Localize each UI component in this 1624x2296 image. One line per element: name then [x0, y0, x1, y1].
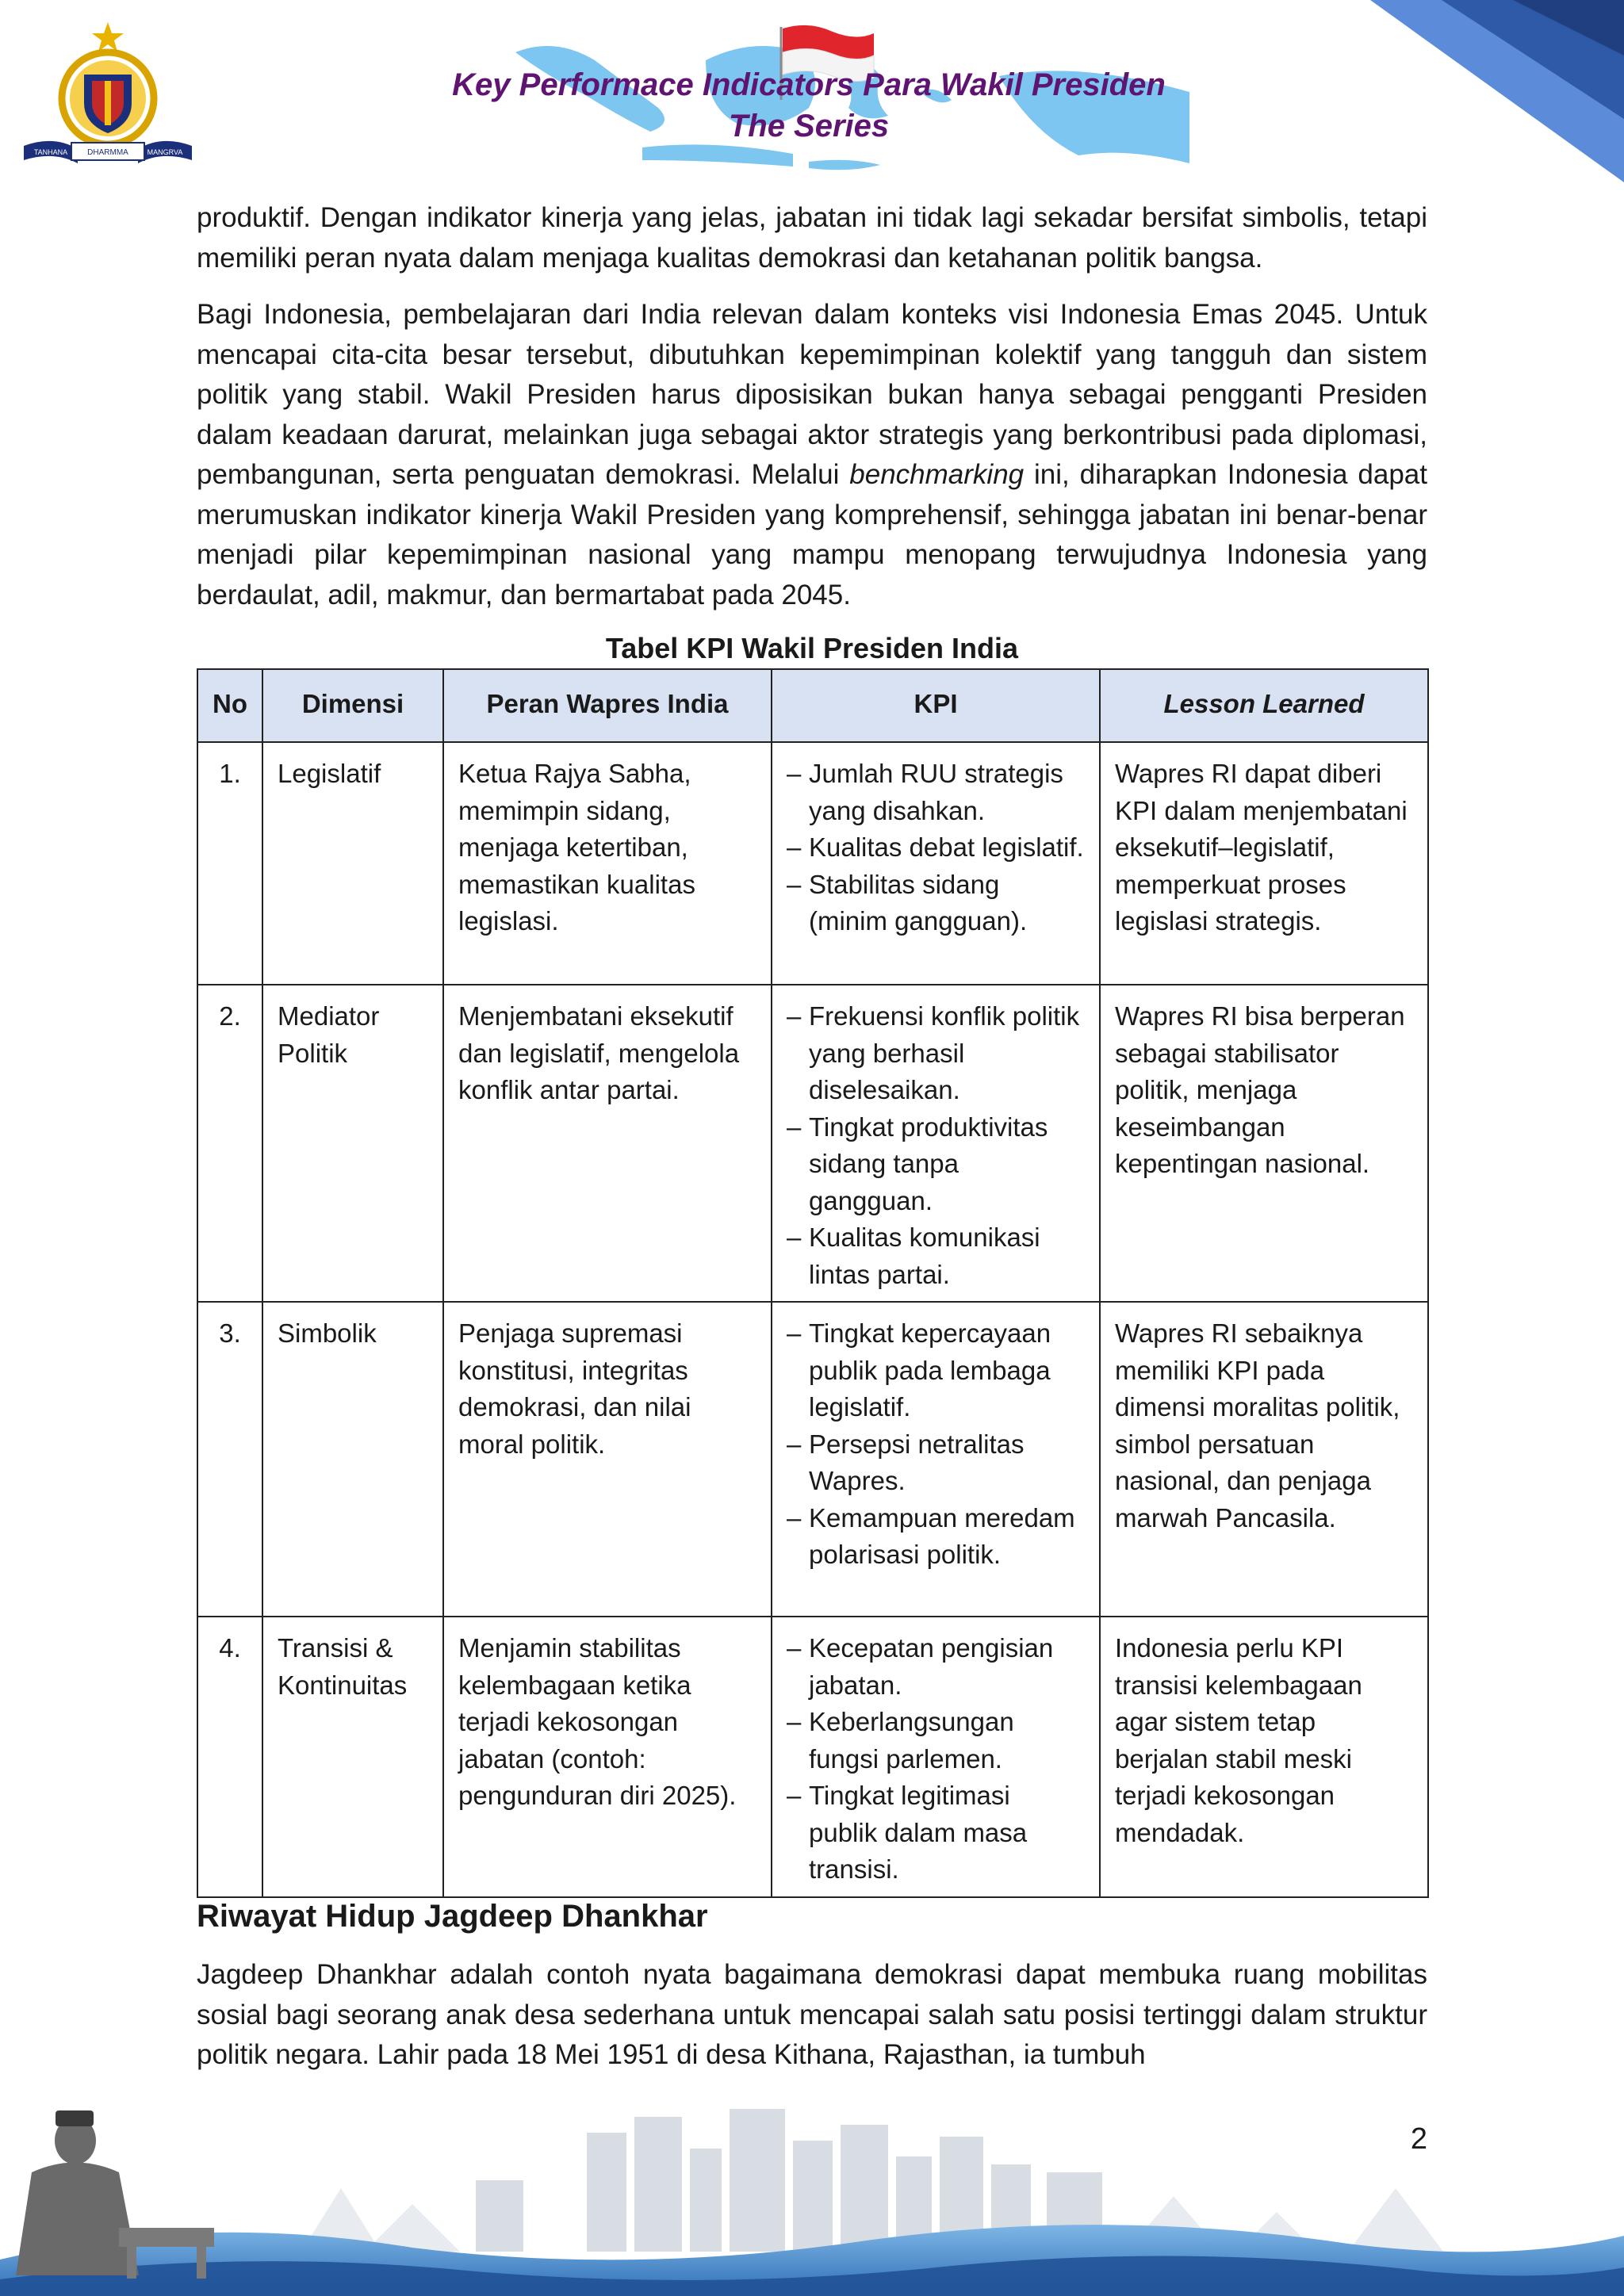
kpi-item: – Frekuensi konflik politik yang berhasil diselesaikan. — [787, 998, 1085, 1109]
paragraph-text: Bagi Indonesia, pembelajaran dari India relevan dalam konteks visi Indonesia Emas 2045. Untuk mencapai cita-cita besar tersebut, dibutuhkan kepemimpinan kolektif yang tangguh dan sistem politik yang stabil. Wakil Presiden harus diposisikan bukan hanya sebagai pengganti Presiden dalam keadaan darurat, melainkan juga sebagai aktor strategis yang berkontribusi pada diplomasi, pembangunan, serta penguatan demokrasi. Melalui — [197, 299, 1427, 490]
emblem-logo — [22, 17, 193, 168]
section-heading: Riwayat Hidup Jagdeep Dhankhar — [197, 1899, 708, 1934]
column-header-peran: Peran Wapres India — [443, 669, 772, 742]
cell-kpi — [772, 1617, 1100, 1897]
cell-kpi — [772, 742, 1100, 985]
column-header-dimensi: Dimensi — [262, 669, 443, 742]
kpi-item: – Keberlangsungan fungsi parlemen. — [787, 1704, 1085, 1777]
table-caption: Tabel KPI Wakil Presiden India — [605, 632, 1019, 664]
cell-dimensi: Mediator Politik — [262, 985, 443, 1302]
table-row — [197, 742, 1428, 985]
cell-dimensi: Legislatif — [262, 742, 443, 985]
kpi-item: – Jumlah RUU strategis yang disahkan. — [787, 756, 1085, 829]
kpi-item: – Tingkat produktivitas sidang tanpa gangguan. — [787, 1109, 1085, 1220]
kpi-item: – Kualitas debat legislatif. — [787, 829, 1085, 867]
cell-peran: Penjaga supremasi konstitusi, integritas demokrasi, dan nilai moral politik. — [443, 1302, 772, 1617]
paragraph-text: ini, diharapkan Indonesia dapat merumuskan indikator kinerja Wakil Presiden yang komprehensif, sehingga jabatan ini benar-benar menjadi pilar kepemimpinan nasional yang mampu menopang terwujudnya Indonesia yang berdaulat, adil, makmur, dan bermartabat pada 2045. — [197, 459, 1427, 610]
cell-dimensi: Transisi & Kontinuitas — [262, 1617, 443, 1897]
kpi-item: – Tingkat kepercayaan publik pada lembaga legislatif. — [787, 1315, 1085, 1426]
table-header-row — [197, 669, 1428, 742]
indonesia-map-graphic — [508, 5, 1205, 203]
cell-kpi — [772, 985, 1100, 1302]
paragraph-indonesia-lesson — [197, 295, 1427, 615]
page-number: 2 — [1410, 2122, 1427, 2156]
kpi-item: – Tingkat legitimasi publik dalam masa transisi. — [787, 1777, 1085, 1888]
kpi-item: – Kemampuan meredam polarisasi politik. — [787, 1500, 1085, 1574]
header-subtitle: The Series — [728, 109, 890, 144]
column-header-no: No — [197, 669, 262, 742]
column-header-kpi: KPI — [772, 669, 1100, 742]
emphasis-benchmarking: benchmarking — [849, 459, 1025, 490]
table-row — [197, 985, 1428, 1302]
cell-peran: Menjembatani eksekutif dan legislatif, mengelola konflik antar partai. — [443, 985, 772, 1302]
cell-kpi — [772, 1302, 1100, 1617]
column-header-lesson-learned: Lesson Learned — [1100, 669, 1428, 742]
cell-peran: Ketua Rajya Sabha, memimpin sidang, menjaga ketertiban, memastikan kualitas legislasi. — [443, 742, 772, 985]
kpi-item: – Persepsi netralitas Wapres. — [787, 1426, 1085, 1500]
cell-peran: Menjamin stabilitas kelembagaan ketika terjadi kekosongan jabatan (contoh: pengunduran diri 2025). — [443, 1617, 772, 1897]
cell-lesson: Wapres RI bisa berperan sebagai stabilisator politik, menjaga keseimbangan kepentingan nasional. — [1100, 985, 1428, 1302]
logo-ribbon-right: MANGRVA — [147, 148, 183, 156]
logo-ribbon-center: DHARMMA — [87, 148, 128, 157]
cell-dimensi: Simbolik — [262, 1302, 443, 1617]
footer-skyline-graphic — [0, 2077, 1624, 2296]
kpi-table — [197, 668, 1429, 1898]
table-row — [197, 1302, 1428, 1617]
cell-no: 3. — [197, 1302, 262, 1617]
kpi-item: – Stabilitas sidang (minim gangguan). — [787, 867, 1085, 940]
kpi-item: – Kualitas komunikasi lintas partai. — [787, 1219, 1085, 1293]
header-title: Key Performace Indicators Para Wakil Presiden — [452, 67, 1166, 102]
kpi-item: – Kecepatan pengisian jabatan. — [787, 1630, 1085, 1704]
cell-lesson: Indonesia perlu KPI transisi kelembagaan agar sistem tetap berjalan stabil meski terjadi kekosongan mendadak. — [1100, 1617, 1428, 1897]
cell-lesson: Wapres RI dapat diberi KPI dalam menjembatani eksekutif–legislatif, memperkuat proses legislasi strategis. — [1100, 742, 1428, 985]
corner-decoration — [1323, 0, 1624, 182]
logo-ribbon-left: TANHANA — [33, 148, 68, 156]
paragraph-intro: produktif. Dengan indikator kinerja yang jelas, jabatan ini tidak lagi sekadar bersifat simbolis, tetapi memiliki peran nyata dalam menjaga kualitas demokrasi dan ketahanan politik bangsa. — [197, 202, 1427, 274]
cell-no: 2. — [197, 985, 262, 1302]
paragraph-biography: Jagdeep Dhankhar adalah contoh nyata bagaimana demokrasi dapat membuka ruang mobilitas sosial bagi seorang anak desa sederhana untuk mencapai salah satu posisi tertinggi dalam struktur politik negara. Lahir pada 18 Mei 1951 di desa Kithana, Rajasthan, ia tumbuh — [197, 1959, 1427, 2070]
cell-lesson: Wapres RI sebaiknya memiliki KPI pada dimensi moralitas politik, simbol persatuan nasional, dan penjaga marwah Pancasila. — [1100, 1302, 1428, 1617]
cell-no: 1. — [197, 742, 262, 985]
cell-no: 4. — [197, 1617, 262, 1897]
table-row — [197, 1617, 1428, 1897]
